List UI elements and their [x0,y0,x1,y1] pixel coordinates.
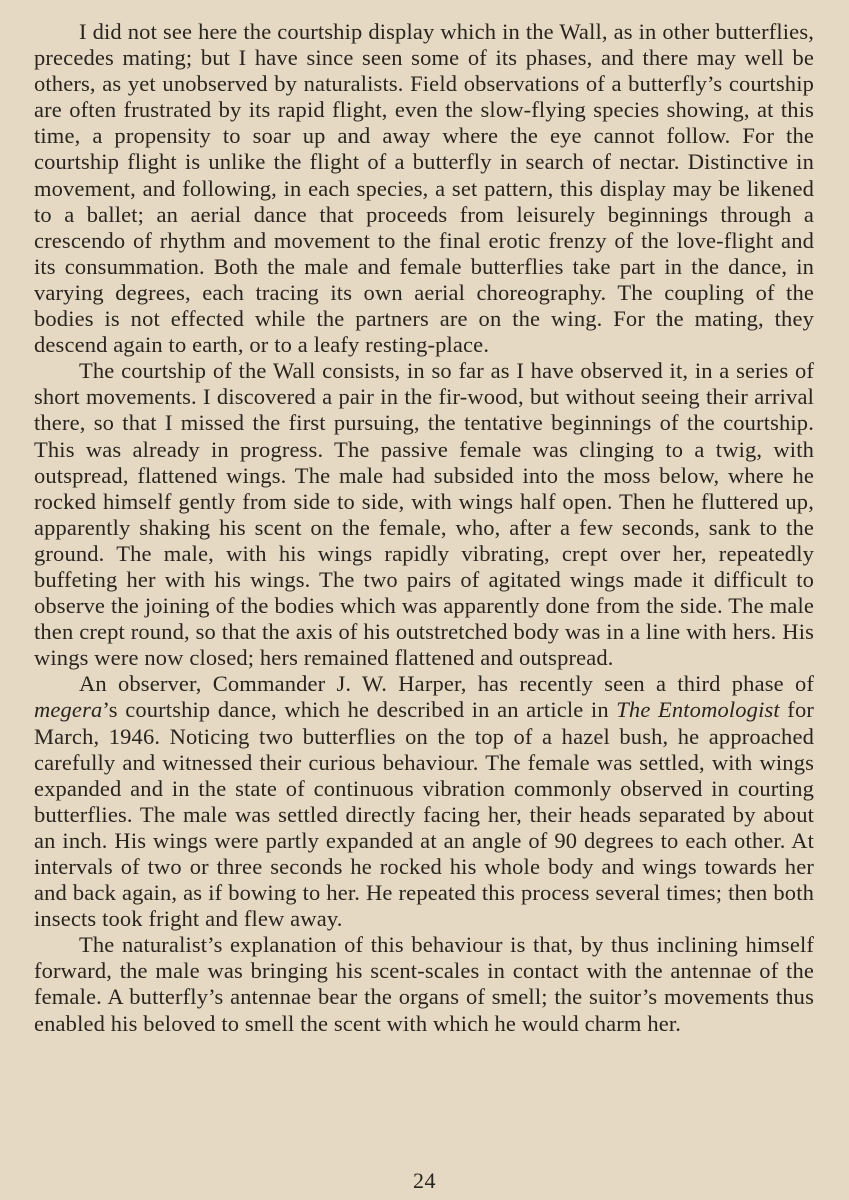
text-span: The naturalist’s explanation of this behaviour is that, by thus inclining himself forward, the male was bringing his scent-scales in contact with the antennae of the female. A butterfly’s antennae bear the organs of smell; the suitor’s movements thus enabled his beloved to smell the scent with which he would charm her. [34,932,814,1036]
text-span: ’s courtship dance, which he described in an article in [102,697,617,723]
paragraph-wall-courtship [34,358,814,671]
text-span: I did not see here the courtship display which in the Wall, as in other butterflies, precedes mating; but I have since seen some of its phases, and there may well be others, as yet unobserved by naturalists. Field observations of a butterfly’s courtship are often frustrated by its rapid flight, even the slow-flying species showing, at this time, a propensity to soar up and away where the eye cannot follow. For the courtship flight is unlike the flight of a butterfly in search of nectar. Distinctive in movement, and following, in each species, a set pattern, this display may be likened to a ballet; an aerial dance that proceeds from leisurely beginnings through a crescendo of rhythm and movement to the final erotic frenzy of the love-flight and its consummation. Both the male and female butterflies take part in the dance, in varying degrees, each tracing its own aerial choreography. The coupling of the bodies is not effected while the partners are on the wing. For the mating, they descend again to earth, or to a leafy resting-place. [34,19,814,358]
text-span: for March, 1946. Noticing two butterflies on the top of a hazel bush, he approached carefully and witnessed their curious behaviour. The female was settled, with wings expanded and in the state of continuous vibration commonly observed in courting butterflies. The male was settled directly facing her, their heads separated by about an inch. His wings were partly expanded at an angle of 90 degrees to each other. At intervals of two or three seconds he rocked his whole body and wings towards her and back again, as if bowing to her. He repeated this process several times; then both insects took fright and flew away. [34,697,814,932]
body-text [34,19,814,1037]
page-number: 24 [413,1168,436,1193]
species-name-italic: megera [34,697,103,723]
text-span: The courtship of the Wall consists, in so far as I have observed it, in a series of short movements. I discovered a pair in the fir-wood, but without seeing their arrival there, so that I missed the first pursuing, the tentative beginnings of the courtship. This was already in progress. The passive female was clinging to a twig, with outspread, flattened wings. The male had subsided into the moss below, where he rocked himself gently from side to side, with wings half open. Then he fluttered up, apparently shaking his scent on the female, who, after a few seconds, sank to the ground. The male, with his wings rapidly vibrating, crept over her, repeatedly buffeting her with his wings. The two pairs of agitated wings made it difficult to observe the joining of the bodies which was apparently done from the side. The male then crept round, so that the axis of his outstretched body was in a line with hers. His wings were now closed; hers remained flattened and outspread. [34,358,814,671]
paragraph-harper-observation [34,671,814,932]
paragraph-naturalist-explanation [34,932,814,1036]
journal-title-italic: The Entomologist [616,697,780,723]
paragraph-courtship-display [34,19,814,358]
text-span: An observer, Commander J. W. Harper, has recently seen a third phase of [79,671,814,697]
